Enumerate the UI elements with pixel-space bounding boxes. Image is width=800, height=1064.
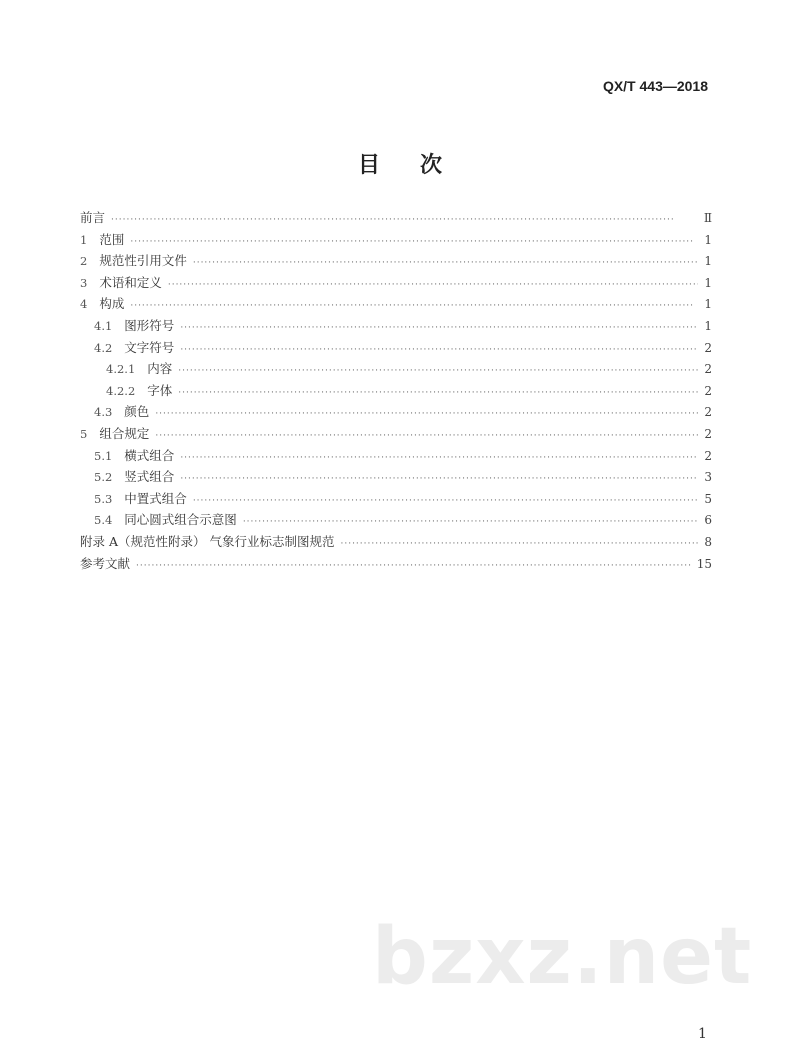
toc-entry-number: 5.1: [94, 448, 113, 463]
toc-entry-label: 同心圆式组合示意图: [124, 512, 237, 528]
toc-entry-label: 图形符号: [124, 317, 175, 333]
dot-leader: [193, 496, 699, 506]
toc-entry-page: Ⅱ: [703, 211, 712, 225]
toc-entry[interactable]: [80, 467, 712, 489]
dot-leader: [155, 409, 698, 419]
toc-entry-page: 2: [704, 426, 712, 441]
toc-entry-number: 5.2: [94, 470, 113, 485]
toc-entry-label: 术语和定义: [99, 274, 162, 290]
toc-entry-number: 1: [80, 232, 88, 247]
toc-entry-label: 颜色: [124, 404, 150, 420]
toc-entry-label: 前言: [80, 210, 106, 225]
toc-entry[interactable]: [80, 208, 712, 230]
toc-entry-page: 6: [704, 513, 712, 528]
toc-entry-label: 横式组合: [124, 447, 175, 463]
toc-entry-label: 参考文献: [80, 555, 131, 571]
standard-code: QX/T 443—2018: [602, 78, 708, 94]
toc-entry[interactable]: [80, 338, 712, 360]
toc-entry[interactable]: [80, 489, 712, 511]
toc-entry-number: 4.2.2: [106, 383, 136, 398]
dot-leader: [178, 366, 698, 376]
toc-entry[interactable]: [80, 402, 712, 424]
toc-entry-number: 4.2: [94, 340, 113, 355]
dot-leader: [130, 237, 698, 247]
toc-entry-number: 5.4: [94, 513, 113, 528]
toc-entry-label: 中置式组合: [124, 490, 187, 506]
dot-leader: [180, 345, 698, 355]
toc-entry-page: 2: [704, 340, 712, 355]
toc-entry-page: 1: [704, 297, 712, 312]
toc-entry-page: 8: [704, 534, 712, 549]
page-number: 1: [698, 1026, 707, 1042]
watermark: bzxz.net: [372, 912, 753, 1002]
toc-entry-number: 4.3: [94, 405, 113, 420]
toc-entry[interactable]: [80, 273, 712, 295]
dot-leader: [155, 431, 698, 441]
table-of-contents: [80, 208, 712, 575]
toc-entry-label: 组合规定: [99, 425, 150, 441]
toc-entry-label: 竖式组合: [124, 469, 175, 485]
toc-entry-page: 5: [704, 491, 712, 506]
toc-entry-label: 文字符号: [124, 339, 175, 355]
dot-leader: [130, 301, 698, 311]
toc-entry[interactable]: [80, 510, 712, 532]
toc-entry[interactable]: [80, 381, 712, 403]
dot-leader: [180, 453, 698, 463]
page-title: 目次: [357, 152, 482, 178]
toc-entry-page: 1: [704, 254, 712, 269]
toc-entry[interactable]: [80, 532, 712, 554]
toc-entry-number: 3: [80, 275, 88, 290]
toc-entry-label: 附录 A（规范性附录） 气象行业标志制图规范: [80, 533, 335, 549]
dot-leader: [243, 517, 699, 527]
toc-entry-number: 2: [80, 254, 88, 269]
toc-entry-number: 5: [80, 426, 88, 441]
toc-entry-number: 4.1: [94, 318, 113, 333]
toc-entry[interactable]: [80, 554, 712, 576]
toc-entry[interactable]: [80, 251, 712, 273]
toc-entry-page: 1: [704, 318, 712, 333]
dot-leader: [180, 474, 698, 484]
dot-leader: [111, 215, 698, 225]
toc-entry[interactable]: [80, 359, 712, 381]
toc-entry[interactable]: [80, 424, 712, 446]
toc-entry[interactable]: [80, 230, 712, 252]
toc-entry-page: 2: [704, 448, 712, 463]
toc-entry-page: 2: [704, 362, 712, 377]
dot-leader: [178, 388, 698, 398]
toc-entry-label: 构成: [99, 296, 125, 312]
toc-entry-number: 4.2.1: [106, 362, 136, 377]
dot-leader: [180, 323, 698, 333]
toc-entry-number: 4: [80, 297, 88, 312]
toc-entry[interactable]: [80, 316, 712, 338]
toc-entry-page: 3: [704, 470, 712, 485]
dot-leader: [136, 561, 691, 571]
toc-entry-page: 2: [704, 405, 712, 420]
toc-entry-label: 规范性引用文件: [99, 253, 187, 269]
toc-entry-page: 1: [704, 275, 712, 290]
dot-leader: [168, 280, 699, 290]
toc-entry-page: 2: [704, 383, 712, 398]
toc-entry-number: 5.3: [94, 491, 113, 506]
toc-entry-label: 字体: [147, 382, 173, 398]
dot-leader: [193, 258, 699, 268]
dot-leader: [340, 539, 698, 549]
toc-entry[interactable]: [80, 294, 712, 316]
toc-entry[interactable]: [80, 446, 712, 468]
toc-entry-label: 内容: [147, 361, 173, 377]
toc-entry-page: 15: [696, 556, 712, 571]
toc-entry-label: 范围: [99, 231, 125, 247]
toc-entry-page: 1: [704, 232, 712, 247]
